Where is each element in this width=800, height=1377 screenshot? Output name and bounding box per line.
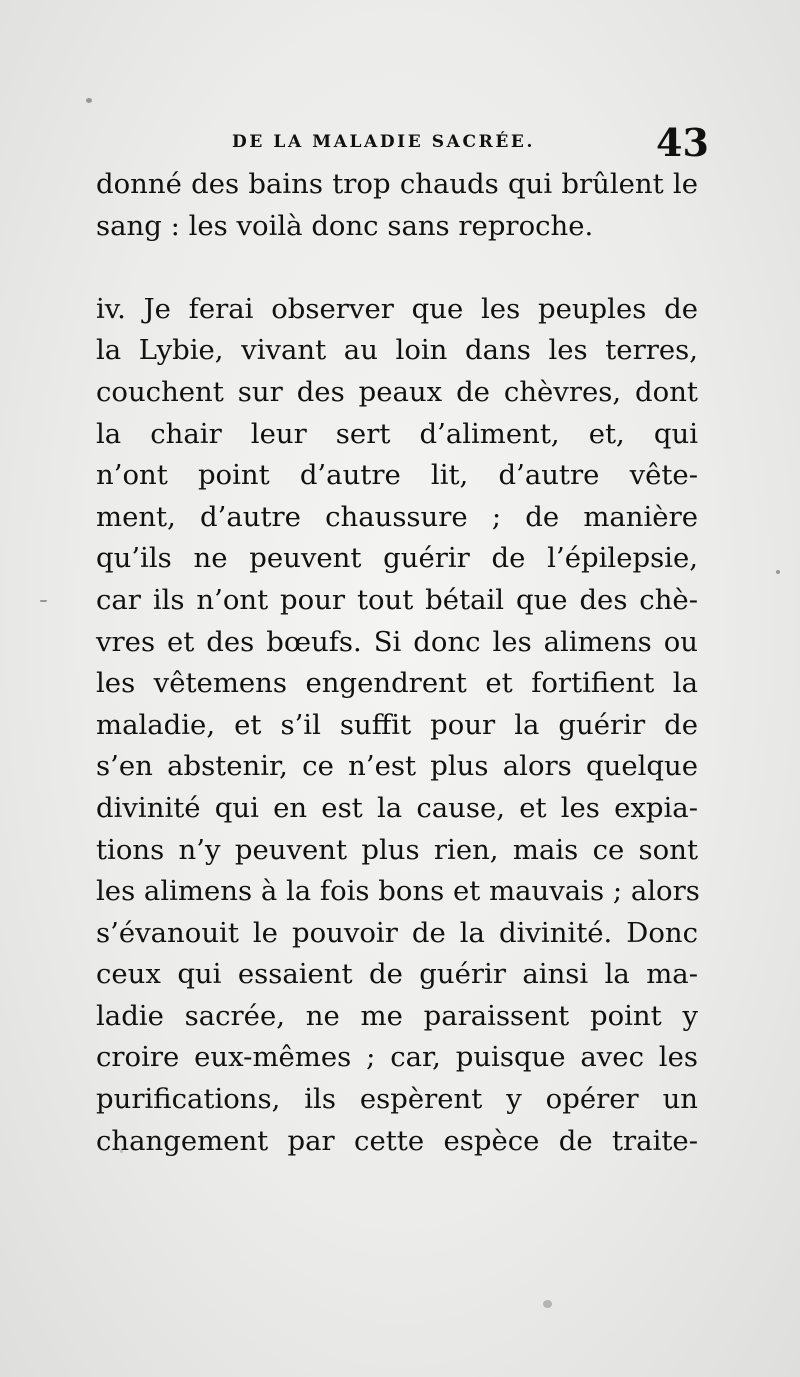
text-line: s’en abstenir, ce n’est plus alors quelque: [96, 750, 698, 783]
text-line: donné des bains trop chauds qui brûlent le: [96, 168, 698, 200]
text-line: iv. Je ferai observer que les peuples de: [96, 292, 698, 325]
text-line: s’évanouit le pouvoir de la divinité. Donc: [96, 916, 698, 949]
text-line: vres et des bœufs. Si donc les alimens ou: [96, 625, 698, 658]
text-line: purifications, ils espèrent y opérer un: [96, 1083, 698, 1116]
running-title: DE LA MALADIE SACRÉE.: [232, 132, 535, 152]
paper-speck: [776, 570, 780, 574]
text-line: divinité qui en est la cause, et les expia-: [96, 791, 698, 824]
text-line: tions n’y peuvent plus rien, mais ce sont: [96, 833, 698, 866]
text-line: qu’ils ne peuvent guérir de l’épilepsie,: [96, 542, 698, 575]
text-line: n’ont point d’autre lit, d’autre vête-: [96, 459, 698, 492]
text-line: ceux qui essaient de guérir ainsi la ma-: [96, 958, 698, 991]
text-line: changement par cette espèce de traite-: [96, 1124, 698, 1157]
text-line: couchent sur des peaux de chèvres, dont: [96, 375, 698, 408]
text-line: sang : les voilà donc sans reproche.: [96, 209, 594, 242]
text-line: ladie sacrée, ne me paraissent point y: [96, 999, 698, 1032]
text-line: la chair leur sert d’aliment, et, qui: [96, 417, 698, 450]
body-text: [96, 164, 698, 1162]
text-line: maladie, et s’il suffit pour la guérir de: [96, 708, 698, 741]
text-line: les vêtemens engendrent et fortifient la: [96, 667, 698, 700]
text-line: la Lybie, vivant au loin dans les terres,: [96, 334, 698, 367]
paper-speck: [120, 1150, 123, 1153]
blank-line: [96, 247, 698, 289]
paper-speck: [543, 1300, 552, 1308]
text-line: car ils n’ont pour tout bétail que des chè-: [96, 583, 698, 616]
text-line: les alimens à la fois bons et mauvais ; alors: [96, 875, 700, 908]
page-number: 43: [656, 120, 709, 165]
text-line: ment, d’autre chaussure ; de manière: [96, 500, 698, 533]
text-line: croire eux-mêmes ; car, puisque avec les: [96, 1041, 698, 1074]
paper-speck: [40, 600, 47, 602]
paper-speck: [86, 98, 92, 103]
running-head: [0, 120, 800, 164]
